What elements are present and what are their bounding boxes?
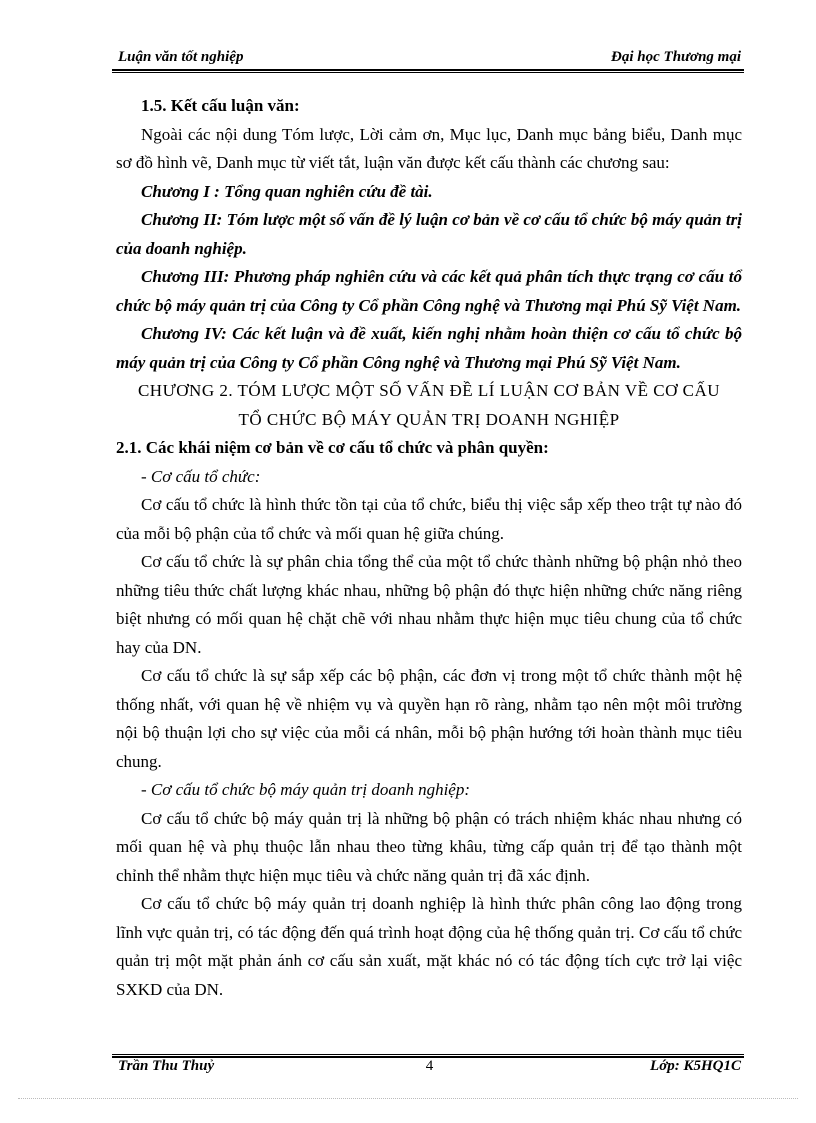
footer-author: Trần Thu Thuỷ <box>118 1058 215 1074</box>
footer-rule-thin <box>112 1054 744 1055</box>
paragraph-2: Cơ cấu tổ chức là sự phân chia tổng thể của một tổ chức thành những bộ phận nhỏ theo những tiêu thức chất lượng khác nhau, những bộ phận đó thực hiện những chức năng riêng biệt nhưng có mối quan hệ chặt chẽ với nhau nhằm thực hiện mục tiêu chung của tổ chức hay của DN. <box>116 552 742 657</box>
header-thesis-label: Luận văn tốt nghiệp <box>118 49 244 65</box>
chapter-2-heading-line-2: TỔ CHỨC BỘ MÁY QUẢN TRỊ DOANH NGHIỆP <box>238 409 620 429</box>
section-1-5-intro: Ngoài các nội dung Tóm lược, Lời cảm ơn, Mục lục, Danh mục bảng biểu, Danh mục sơ đồ hình vẽ, Danh mục từ viết tắt, luận văn được kết cấu thành các chương sau: <box>116 124 742 172</box>
paragraph-5: Cơ cấu tổ chức bộ máy quản trị doanh nghiệp là hình thức phân công lao động trong lĩnh vực quản trị, có tác động đến quá trình hoạt động của hệ thống quản trị. Cơ cấu tổ chức quản trị một mặt phản ánh cơ cấu sản xuất, mặt khác nó có tác động tích cực trở lại việc SXKD của DN. <box>116 894 742 999</box>
section-1-5-title: 1.5. Kết cấu luận văn: <box>141 96 300 115</box>
chapter-3-summary: Chương III: Phương pháp nghiên cứu và các kết quả phân tích thực trạng cơ cấu tổ chức bộ máy quản trị của Công ty Cổ phần Công nghệ và Thương mại Phú Sỹ Việt Nam. <box>116 267 742 315</box>
chapter-2-summary: Chương II: Tóm lược một số vấn đề lý luận cơ bản về cơ cấu tổ chức bộ máy quản trị của doanh nghiệp. <box>116 210 742 258</box>
paragraph-1: Cơ cấu tổ chức là hình thức tồn tại của tổ chức, biểu thị việc sắp xếp theo trật tự nào đó của mỗi bộ phận của tổ chức và mối quan hệ giữa chúng. <box>116 495 742 543</box>
subheading-org-structure: - Cơ cấu tổ chức: <box>141 466 261 486</box>
header-rule-thin <box>112 72 744 73</box>
header-university: Đại học Thương mại <box>611 49 741 65</box>
header-rule <box>112 69 744 71</box>
page-body <box>116 92 742 1004</box>
paragraph-4: Cơ cấu tổ chức bộ máy quản trị là những bộ phận có trách nhiệm khác nhau nhưng có mối quan hệ và phụ thuộc lẫn nhau theo từng khâu, từng cấp quản trị để tạo thành một chỉnh thể nhằm thực hiện mục tiêu và chức năng quản trị đã xác định. <box>116 808 742 885</box>
chapter-4-summary: Chương IV: Các kết luận và đề xuất, kiến nghị nhằm hoàn thiện cơ cấu tổ chức bộ máy quản trị của Công ty Cổ phần Công nghệ và Thương mại Phú Sỹ Việt Nam. <box>116 324 742 372</box>
subheading-management-structure: - Cơ cấu tổ chức bộ máy quản trị doanh nghiệp: <box>141 780 471 799</box>
page-footer <box>118 1058 741 1080</box>
paragraph-3: Cơ cấu tổ chức là sự sắp xếp các bộ phận, các đơn vị trong một tổ chức thành một hệ thống nhất, với quan hệ về nhiệm vụ và quyền hạn rõ ràng, nhằm tạo nên một môi trường nội bộ thuận lợi cho sự việc của mỗi cá nhân, mỗi bộ phận hướng tới hoàn thành mục tiêu chung. <box>116 666 742 771</box>
footer-class: Lớp: K5HQ1C <box>650 1058 741 1074</box>
chapter-1-summary: Chương I : Tổng quan nghiên cứu đề tài. <box>141 181 433 201</box>
page-edge-dotted-line <box>18 1098 798 1099</box>
page-header <box>118 49 741 71</box>
section-2-1-title: 2.1. Các khái niệm cơ bản về cơ cấu tổ chức và phân quyền: <box>116 438 549 457</box>
page-number: 4 <box>425 1058 434 1074</box>
chapter-2-heading-line-1: CHƯƠNG 2. TÓM LƯỢC MỘT SỐ VẤN ĐỀ LÍ LUẬN CƠ BẢN VỀ CƠ CẤU <box>137 381 721 400</box>
